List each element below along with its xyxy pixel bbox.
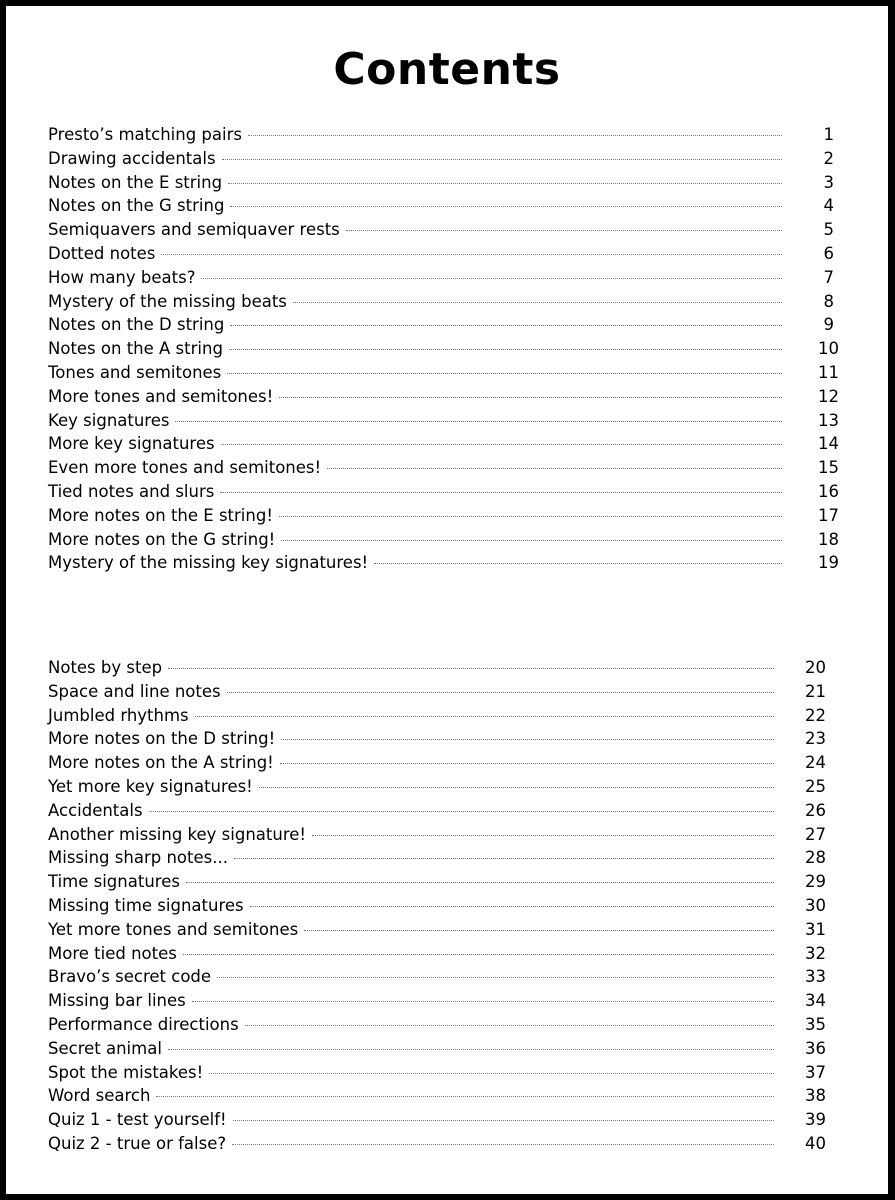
toc-entry-page-number: 16 <box>818 481 839 501</box>
dot-leader <box>186 882 774 883</box>
dot-leader <box>229 349 782 350</box>
toc-entry-page-number: 40 <box>805 1133 826 1153</box>
toc-entry <box>48 680 826 704</box>
toc-entry-page-number: 14 <box>818 434 839 454</box>
toc-entry-page-number: 22 <box>805 705 826 725</box>
dot-leader <box>245 1025 774 1026</box>
toc-entry <box>48 551 839 575</box>
toc-entry-page-number: 23 <box>805 729 826 749</box>
toc-entry-title: Presto’s matching pairs <box>48 125 242 144</box>
toc-entry-page-number: 25 <box>805 776 826 796</box>
dot-leader <box>161 254 782 255</box>
toc-entry-title: Quiz 1 - test yourself! <box>48 1110 227 1130</box>
toc-entry-page-number: 36 <box>805 1038 826 1058</box>
dot-leader <box>201 278 782 279</box>
toc-entry-title: Notes on the A string <box>48 339 223 359</box>
toc-entry <box>48 409 839 433</box>
toc-entry-title: Missing bar lines <box>48 991 186 1011</box>
dot-leader <box>192 1001 774 1002</box>
toc-entry-title: Yet more tones and semitones <box>48 919 299 939</box>
toc-entry-page-number: 5 <box>823 220 834 240</box>
dot-leader <box>250 906 774 907</box>
dot-leader <box>259 787 774 788</box>
toc-entry <box>48 727 826 751</box>
dot-leader <box>230 206 782 207</box>
toc-entry <box>48 266 834 290</box>
toc-entry-page-number: 38 <box>805 1086 826 1106</box>
toc-entry <box>48 147 834 171</box>
dot-leader <box>149 811 774 812</box>
toc-entry <box>48 1061 826 1085</box>
toc-entry-title: Mystery of the missing key signatures! <box>48 553 369 573</box>
toc-entry <box>48 823 826 847</box>
toc-entry-page-number: 27 <box>805 824 826 844</box>
toc-entry-page-number: 28 <box>805 848 826 868</box>
toc-entry <box>48 194 834 218</box>
toc-entry-title: Tied notes and slurs <box>48 481 215 501</box>
dot-leader <box>168 668 774 669</box>
toc-entry-title: Quiz 2 - true or false? <box>48 1133 227 1153</box>
dot-leader <box>217 977 774 978</box>
dot-leader <box>234 858 774 859</box>
toc-entry-title: Even more tones and semitones! <box>48 458 322 478</box>
toc-entry <box>48 432 839 456</box>
toc-entry-title: Accidentals <box>48 800 143 820</box>
document-page <box>6 6 888 1194</box>
toc-entry <box>48 942 826 966</box>
toc-entry-title: Notes on the G string <box>48 196 225 216</box>
dot-leader <box>183 954 774 955</box>
toc-entry <box>48 1037 826 1061</box>
toc-entry-page-number: 4 <box>823 196 834 216</box>
dot-leader <box>279 516 782 517</box>
toc-entry-title: More tones and semitones! <box>48 386 274 406</box>
toc-entry <box>48 799 826 823</box>
dot-leader <box>281 540 782 541</box>
toc-entry-title: Jumbled rhythms <box>48 705 189 725</box>
toc-entry-page-number: 29 <box>805 872 826 892</box>
toc-entry-page-number: 20 <box>805 658 826 677</box>
dot-leader <box>232 1144 774 1145</box>
toc-entry <box>48 1013 826 1037</box>
toc-entry <box>48 313 834 337</box>
toc-entry <box>48 171 834 195</box>
toc-entry <box>48 894 826 918</box>
dot-leader <box>374 563 782 564</box>
toc-entry <box>48 704 826 728</box>
dot-leader <box>156 1096 774 1097</box>
toc-entry-page-number: 15 <box>818 458 839 478</box>
toc-entry <box>48 989 826 1013</box>
toc-entry-title: Notes on the E string <box>48 172 223 192</box>
toc-entry-page-number: 10 <box>818 339 839 359</box>
toc-entry <box>48 123 834 147</box>
toc-entry <box>48 504 839 528</box>
dot-leader <box>195 716 774 717</box>
dot-leader <box>293 302 782 303</box>
toc-entry-title: Semiquavers and semiquaver rests <box>48 220 340 240</box>
dot-leader <box>279 397 782 398</box>
toc-entry-page-number: 34 <box>805 991 826 1011</box>
toc-entry-title: Bravo’s secret code <box>48 967 212 987</box>
toc-entry-title: Missing time signatures <box>48 895 244 915</box>
toc-section-1 <box>48 123 839 575</box>
toc-entry <box>48 918 826 942</box>
toc-entry-page-number: 24 <box>805 753 826 773</box>
page-title: Contents <box>333 44 561 95</box>
toc-entry <box>48 528 839 552</box>
toc-entry-page-number: 39 <box>805 1110 826 1130</box>
toc-entry-page-number: 21 <box>805 681 826 701</box>
dot-leader <box>312 835 774 836</box>
toc-entry-title: Yet more key signatures! <box>48 776 253 796</box>
dot-leader <box>221 444 782 445</box>
toc-entry <box>48 965 826 989</box>
toc-entry-title: More tied notes <box>48 943 177 963</box>
toc-section-2 <box>48 656 826 1156</box>
toc-entry-title: Missing sharp notes... <box>48 848 228 868</box>
toc-entry-title: Time signatures <box>48 872 180 892</box>
toc-entry-page-number: 6 <box>823 243 834 263</box>
toc-entry <box>48 337 839 361</box>
toc-entry <box>48 870 826 894</box>
toc-entry-page-number: 30 <box>805 895 826 915</box>
dot-leader <box>230 325 782 326</box>
dot-leader <box>220 492 782 493</box>
dot-leader <box>227 373 782 374</box>
toc-entry-title: Secret animal <box>48 1038 162 1058</box>
toc-entry-page-number: 11 <box>818 362 839 382</box>
dot-leader <box>175 421 782 422</box>
dot-leader <box>280 763 774 764</box>
dot-leader <box>248 135 782 136</box>
toc-entry <box>48 456 839 480</box>
toc-entry-title: Dotted notes <box>48 243 156 263</box>
toc-entry-page-number: 8 <box>823 291 834 311</box>
toc-entry-page-number: 2 <box>823 148 834 168</box>
toc-entry-page-number: 1 <box>823 125 834 144</box>
toc-entry-title: Performance directions <box>48 1014 239 1034</box>
dot-leader <box>209 1073 774 1074</box>
dot-leader <box>327 468 782 469</box>
toc-entry-page-number: 3 <box>823 172 834 192</box>
toc-entry-title: More notes on the D string! <box>48 729 276 749</box>
toc-entry-title: Spot the mistakes! <box>48 1062 204 1082</box>
toc-entry <box>48 290 834 314</box>
toc-entry-page-number: 31 <box>805 919 826 939</box>
toc-entry-title: Notes on the D string <box>48 315 225 335</box>
toc-entry <box>48 385 839 409</box>
toc-entry <box>48 1132 826 1156</box>
toc-entry-page-number: 32 <box>805 943 826 963</box>
dot-leader <box>227 692 774 693</box>
toc-entry-page-number: 19 <box>818 553 839 573</box>
dot-leader <box>304 930 774 931</box>
toc-entry-title: More notes on the G string! <box>48 529 276 549</box>
toc-entry <box>48 361 839 385</box>
toc-entry-page-number: 9 <box>823 315 834 335</box>
toc-entry <box>48 1084 826 1108</box>
toc-entry-title: Key signatures <box>48 410 170 430</box>
toc-entry <box>48 1108 826 1132</box>
toc-entry-page-number: 35 <box>805 1014 826 1034</box>
toc-entry <box>48 242 834 266</box>
toc-entry <box>48 218 834 242</box>
dot-leader <box>228 183 782 184</box>
toc-entry <box>48 846 826 870</box>
toc-entry-title: Mystery of the missing beats <box>48 291 287 311</box>
toc-entry-title: Drawing accidentals <box>48 148 216 168</box>
dot-leader <box>168 1049 774 1050</box>
toc-entry-title: Tones and semitones <box>48 362 222 382</box>
toc-entry-title: Notes by step <box>48 658 163 677</box>
toc-entry-page-number: 37 <box>805 1062 826 1082</box>
toc-entry-page-number: 12 <box>818 386 839 406</box>
toc-entry-page-number: 26 <box>805 800 826 820</box>
toc-entry <box>48 656 826 680</box>
toc-entry-page-number: 17 <box>818 505 839 525</box>
toc-entry <box>48 480 839 504</box>
toc-entry <box>48 775 826 799</box>
toc-entry-title: More notes on the E string! <box>48 505 273 525</box>
dot-leader <box>233 1120 774 1121</box>
dot-leader <box>281 739 774 740</box>
toc-entry-page-number: 7 <box>823 267 834 287</box>
toc-entry-page-number: 33 <box>805 967 826 987</box>
toc-entry-page-number: 18 <box>818 529 839 549</box>
toc-entry-title: Space and line notes <box>48 681 221 701</box>
toc-entry-title: Word search <box>48 1086 151 1106</box>
toc-entry-page-number: 13 <box>818 410 839 430</box>
toc-entry-title: More key signatures <box>48 434 215 454</box>
toc-entry-title: Another missing key signature! <box>48 824 307 844</box>
toc-entry <box>48 751 826 775</box>
toc-entry-title: More notes on the A string! <box>48 753 274 773</box>
toc-entry-title: How many beats? <box>48 267 196 287</box>
dot-leader <box>346 230 782 231</box>
dot-leader <box>222 159 782 160</box>
